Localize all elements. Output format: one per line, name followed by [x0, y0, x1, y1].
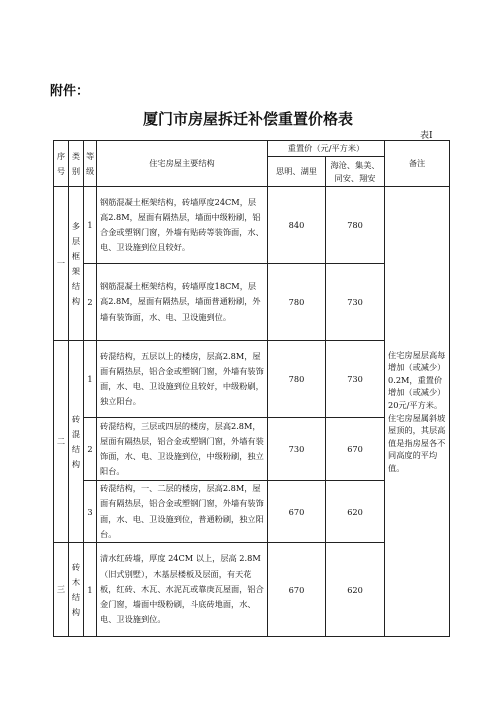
- header-category: 类别: [69, 141, 84, 187]
- header-price: 重置价（元/平方米）: [268, 141, 385, 157]
- grade-cell: 2: [84, 264, 97, 341]
- grade-cell: 1: [84, 543, 97, 637]
- structure-cell: 钢筋混凝土框架结构，砖墙厚度18CM，层高2.8M，屋面有隔热层，墙面普通粉刷，外墙有装饰面，水、电、卫设施到位。: [97, 264, 268, 341]
- header-grade: 等级: [84, 141, 97, 187]
- attachment-label: 附件：: [50, 84, 90, 99]
- price-area1-cell: 730: [268, 418, 326, 481]
- price-area1-cell: 780: [268, 341, 326, 418]
- price-area2-cell: 730: [326, 264, 385, 341]
- grade-cell: 1: [84, 341, 97, 418]
- price-area1-cell: 780: [268, 264, 326, 341]
- grade-cell: 3: [84, 481, 97, 543]
- structure-cell: 砖混结构，三层或四层的楼房，层高2.8M，屋面有隔热层，铝合金或塑钢门窗，外墙有装饰面，水、电、卫设施到位，中级粉刷，独立阳台。: [97, 418, 268, 481]
- header-area-haicang-jimei: 海沧、集美、同安、翔安: [326, 157, 385, 187]
- price-area2-cell: 780: [326, 187, 385, 264]
- group-seq: 一: [54, 187, 69, 341]
- price-area1-cell: 840: [268, 187, 326, 264]
- group-category: 砖混结构: [69, 341, 84, 543]
- price-area2-cell: 620: [326, 543, 385, 637]
- group-category: 多层框架结构: [69, 187, 84, 341]
- structure-cell: 砖混结构，一、二层的楼房，层高2.8M，屋面有隔热层，铝合金或塑钢门窗，外墙有装饰面，水、电、卫设施到位，普通粉刷，独立阳台。: [97, 481, 268, 543]
- group-seq: 二: [54, 341, 69, 543]
- group-category: 砖木结构: [69, 543, 84, 637]
- structure-cell: 钢筋混凝土框架结构，砖墙厚度24CM，层高2.8M，屋面有隔热层，墙面中级粉刷，铝合金或塑钢门窗，外墙有贴砖等装饰面，水、电、卫设施到位且较好。: [97, 187, 268, 264]
- grade-cell: 2: [84, 418, 97, 481]
- table-row: [54, 187, 450, 264]
- price-area1-cell: 670: [268, 481, 326, 543]
- price-area2-cell: 670: [326, 418, 385, 481]
- note-cell: 住宅房屋层高每增加（或减少）0.2M，重置价增加（或减少）20元/平方米。住宅房屋属斜坡屋顶的，其层高值是指房屋各不同高度的平均值。: [385, 187, 450, 637]
- group-seq: 三: [54, 543, 69, 637]
- header-structure: 住宅房屋主要结构: [97, 141, 268, 187]
- document-title: 厦门市房屋拆迁补偿重置价格表: [142, 110, 353, 128]
- structure-cell: 清水红砖墙，厚度 24CM 以上，层高 2.8M（旧式别墅），木基层楼板及层面，有天花板，红砖、木瓦、水泥瓦或靠庚瓦屋面，铝合金门窗，墙面中级粉刷，斗底砖地面，水、电、卫设施到位。: [97, 543, 268, 637]
- price-area2-cell: 730: [326, 341, 385, 418]
- grade-cell: 1: [84, 187, 97, 264]
- price-area1-cell: 670: [268, 543, 326, 637]
- table-number: 表Ⅰ: [420, 131, 433, 141]
- price-table: [53, 140, 450, 637]
- header-note: 备注: [385, 141, 450, 187]
- header-row-1: [54, 141, 450, 157]
- header-seq: 序号: [54, 141, 69, 187]
- price-area2-cell: 620: [326, 481, 385, 543]
- structure-cell: 砖混结构，五层以上的楼房，层高2.8M，屋面有隔热层，铝合金或塑钢门窗，外墙有装饰面，水、电、卫设施到位且较好，中级粉刷，独立阳台。: [97, 341, 268, 418]
- header-area-siming-huli: 思明、湖里: [268, 157, 326, 187]
